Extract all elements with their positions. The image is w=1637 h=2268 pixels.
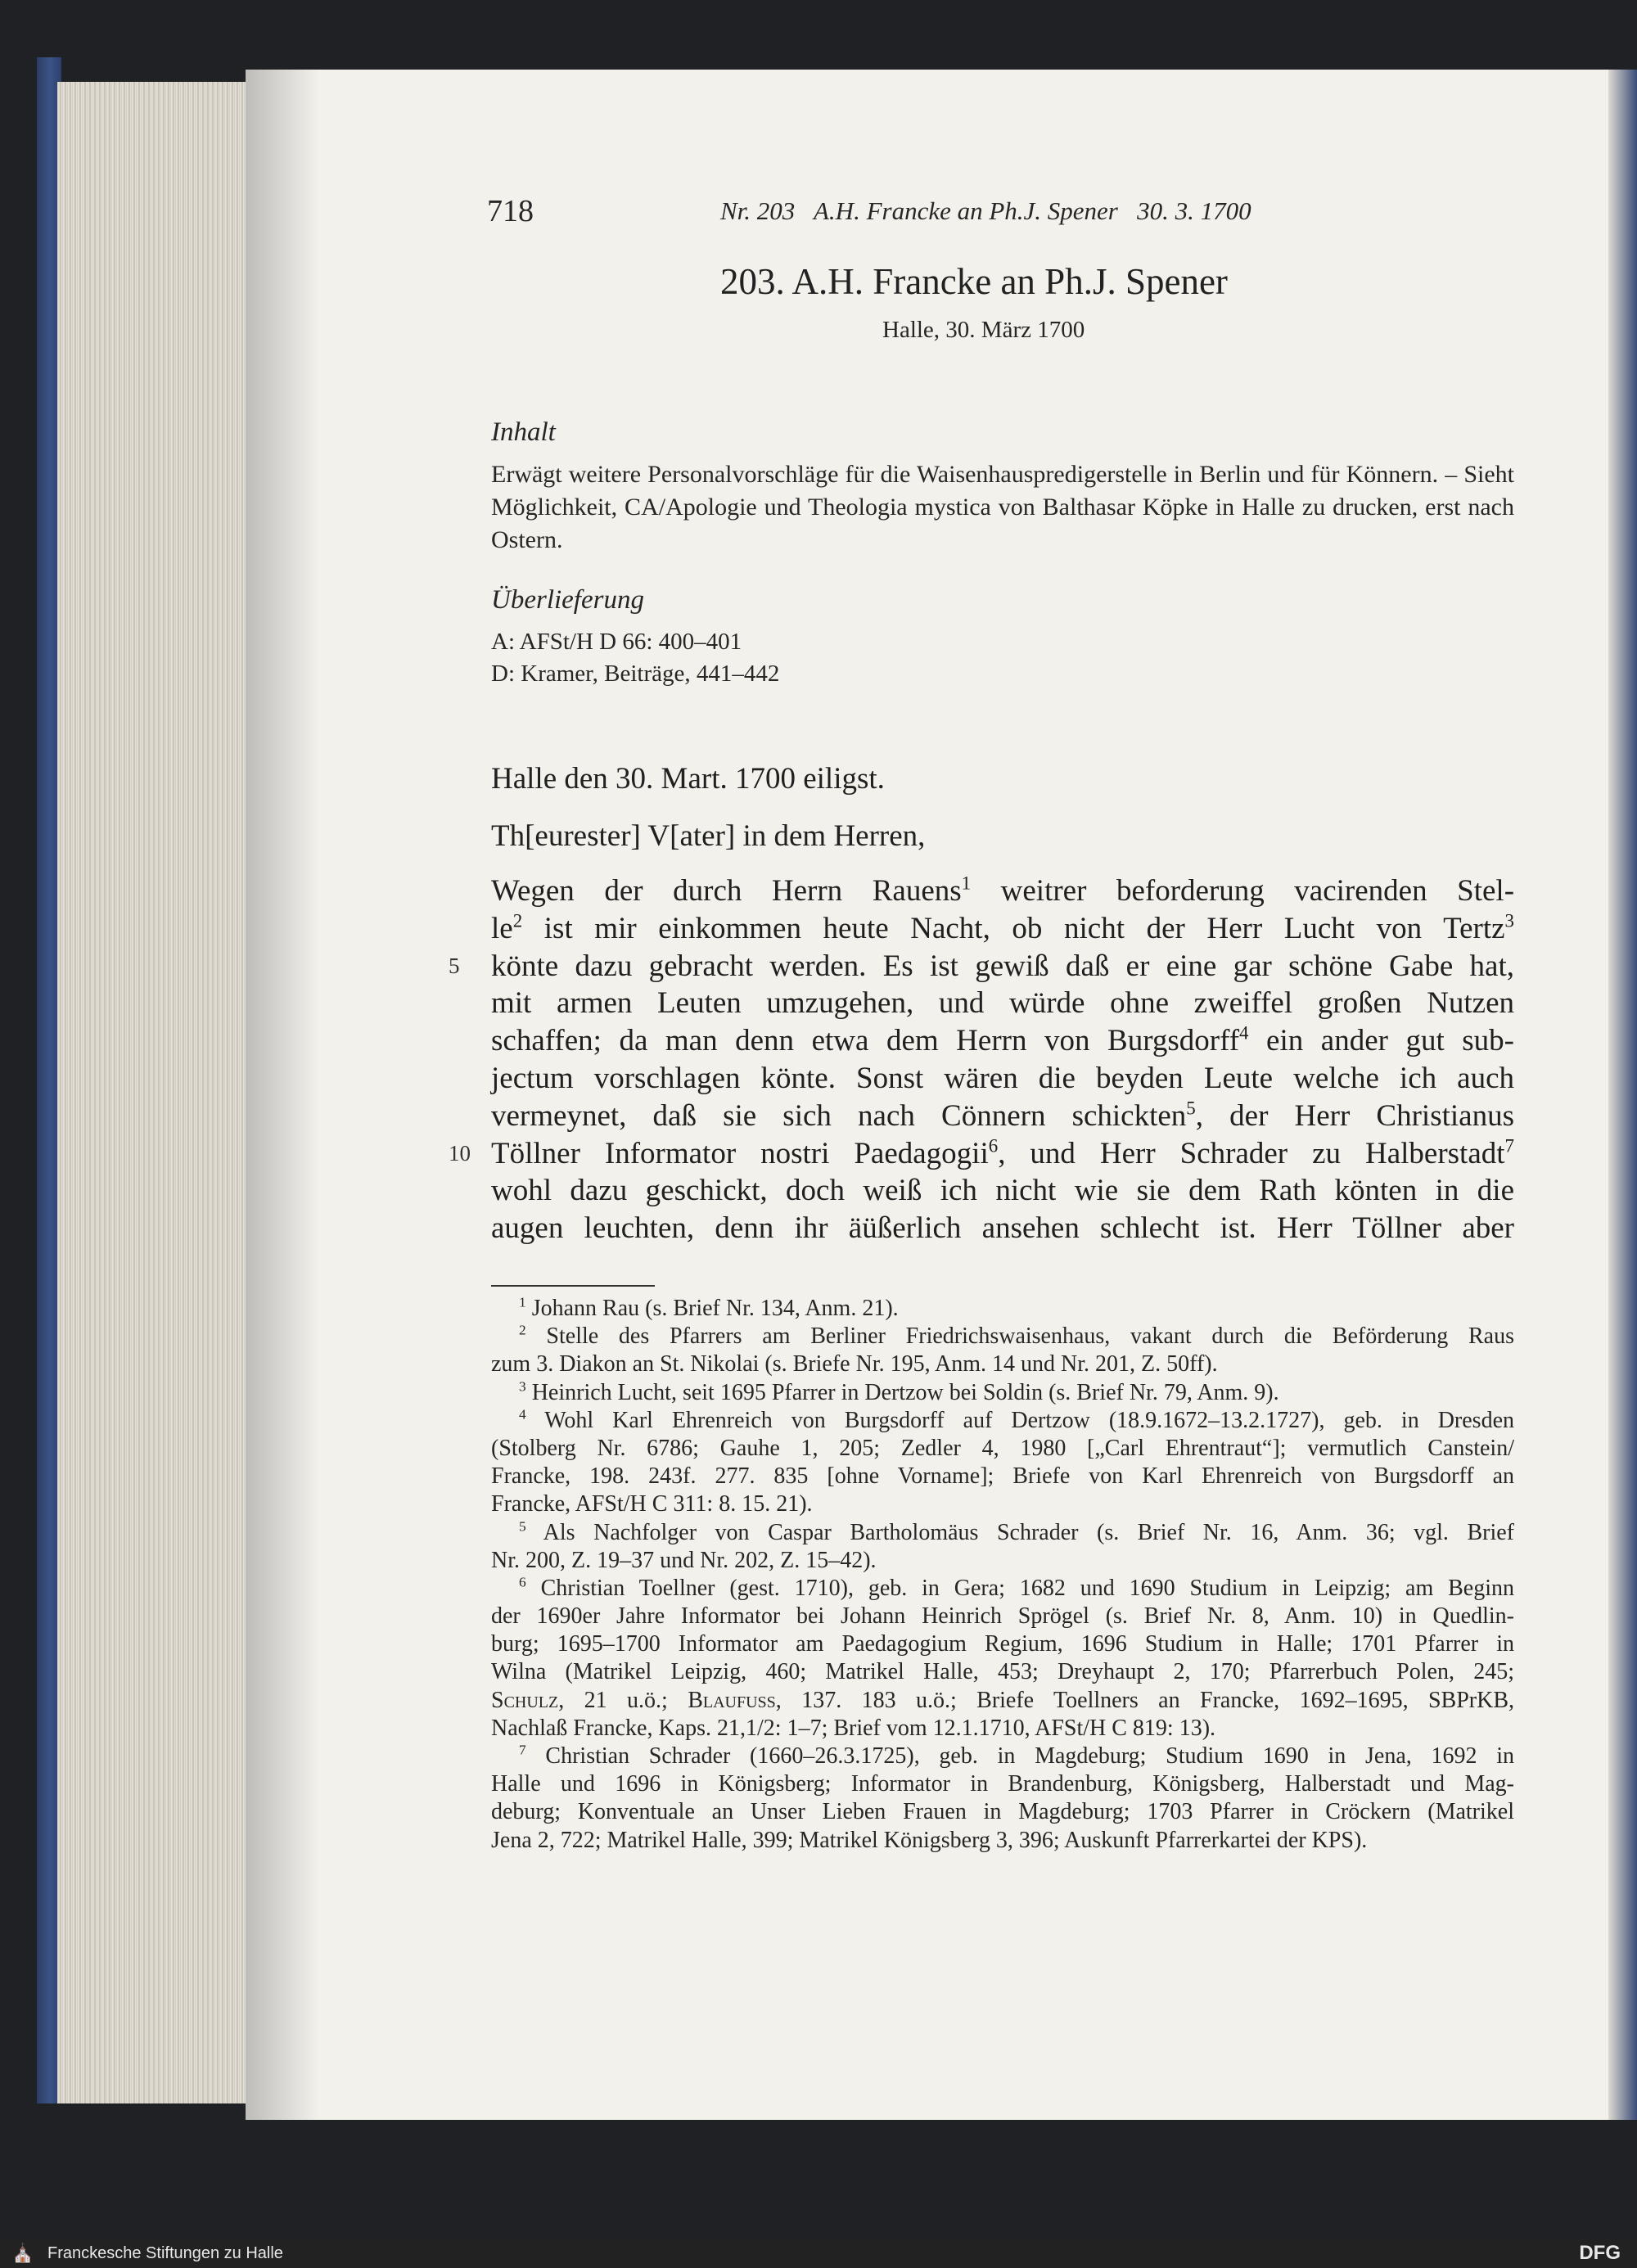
footnote-line [491,1435,1514,1463]
footnote-ref: 3 [1504,910,1515,931]
footnote-text: der 1690er Jahre Informator bei Johann Heinrich Sprögel (s. Brief Nr. 8, Anm. 10) in Quedlin- [491,1603,1514,1630]
footnote-number: 2 [519,1322,526,1338]
footnote-line [491,1323,1514,1350]
letter-place-date: Halle, 30. März 1700 [882,317,1085,343]
footnote-text: Christian Toellner (gest. 1710), geb. in Gera; 1682 und 1690 Studium in Leipzig; am Beginn [540,1575,1514,1601]
body-text-segment: ist mir einkommen heute Nacht, ob nicht der Herr Lucht von Tertz [543,911,1505,945]
footnote-line [491,1519,1514,1547]
page-edges [57,82,246,2103]
letter-title: 203. A.H. Francke an Ph.J. Spener [720,261,1228,302]
footnote-text: , 21 u.ö.; [558,1687,688,1713]
footnote-line [491,1379,1514,1407]
page-right-edge [1608,70,1637,2120]
footnote-line [491,1575,1514,1603]
body-line [491,910,1514,948]
dateline: Halle den 30. Mart. 1700 eiligst. [491,762,885,796]
footnote-text: Nachlaß Francke, Kaps. 21,1/2: 1–7; Brief vom 12.1.1710, AFSt/H C 819: 13). [491,1715,1216,1741]
footnote-line [491,1463,1514,1490]
gutter-shadow [246,70,319,2120]
footnote-text: Wilna (Matrikel Leipzig, 460; Matrikel Halle, 453; Dreyhaupt 2, 170; Pfarrerbuch Polen, 245; [491,1659,1514,1685]
footnote-ref: 5 [1186,1098,1196,1119]
body-line [491,872,1514,910]
salutation: Th[eurester] V[ater] in dem Herren, [491,819,926,853]
footnote-line [491,1827,1514,1855]
footnote-text: Jena 2, 722; Matrikel Halle, 399; Matrikel Königsberg 3, 396; Auskunft Pfarrerkartei der KPS). [491,1827,1368,1853]
body-text-segment: augen leuchten, denn ihr äüßerlich ansehen schlecht ist. Herr Töllner aber [491,1211,1514,1246]
inhalt-summary: Erwägt weitere Personalvorschläge für die Waisenhauspredigerstelle in Berlin und für Könnern. – Sieht Möglichkeit, CA/Apologie und Theologia mystica von Balthasar Köpke in Halle zu drucken, erst nach Ostern. [491,461,1514,553]
source-item: D: Kramer, Beiträge, 441–442 [491,661,780,687]
footnote-number: 3 [519,1378,526,1395]
body-text-segment: , und Herr Schrader zu Halberstadt [998,1136,1505,1170]
running-header: Nr. 203 A.H. Francke an Ph.J. Spener 30. 3. 1700 [720,196,1251,225]
footnote-line [491,1350,1514,1378]
footnote-ref: 4 [1239,1022,1249,1044]
footnote-number: 1 [519,1294,526,1310]
footnote-line [491,1547,1514,1575]
footnote-line [491,1603,1514,1630]
foundation-logo-icon: ⛪ [11,2243,34,2263]
footnote-text: burg; 1695–1700 Informator am Paedagogium Regium, 1696 Studium in Halle; 1701 Pfarrer in [491,1631,1514,1657]
body-line [491,1098,1514,1135]
body-text-segment: mit armen Leuten umzugehen, und würde ohne zweiffel großen Nutzen [491,986,1514,1021]
body-text-segment: jectum vorschlagen könte. Sonst wären die beyden Leute welche ich auch [491,1061,1514,1095]
source-item: A: AFSt/H D 66: 400–401 [491,629,742,655]
footnote-line [491,1715,1514,1743]
footnote-line [491,1407,1514,1435]
footnote-text: Halle und 1696 in Königsberg; Informator in Brandenburg, Königsberg, Halberstadt und Mag- [491,1771,1514,1797]
footnote-text: (Stolberg Nr. 6786; Gauhe 1, 205; Zedler 4, 1980 [„Carl Ehrentraut“]; vermutlich Canstein/ [491,1435,1514,1461]
footnote-number: 6 [519,1574,526,1590]
body-line [491,1210,1514,1247]
body-line [449,948,1514,985]
footnote-text: , 137. 183 u.ö.; Briefe Toellners an Francke, 1692–1695, SBPrKB, [775,1687,1514,1713]
footnote-number: 7 [519,1742,526,1758]
footnote-line [491,1295,1514,1323]
footnote-line [491,1630,1514,1658]
inhalt-heading: Inhalt [491,417,556,447]
footnote-line [491,1490,1514,1518]
footnote-text: zum 3. Diakon an St. Nikolai (s. Briefe Nr. 195, Anm. 14 und Nr. 201, Z. 50ff). [491,1351,1218,1377]
body-text-segment: schaffen; da man denn etwa dem Herrn von Burgsdorff [491,1024,1240,1058]
footnote-line [491,1743,1514,1770]
footnote-ref: 1 [961,872,972,894]
line-number: 10 [449,1140,471,1166]
body-text-segment: Töllner Informator nostri Paedagogii [491,1136,989,1170]
footnote-ref: 6 [988,1135,999,1157]
footnote-text: Als Nachfolger von Caspar Bartholomäus Schrader (s. Brief Nr. 16, Anm. 36; vgl. Brief [543,1519,1514,1545]
author-name: Schulz [491,1687,559,1713]
body-text-segment: weitrer beforderung vacirenden Stel- [1000,874,1515,908]
body-text-segment: Wegen der durch Herrn Rauens [491,874,962,908]
body-text-segment: le [491,911,513,945]
footnote-line [491,1687,1514,1715]
letter-body [449,872,1515,1247]
footnote-line [491,1770,1514,1798]
footnote-text: Johann Rau (s. Brief Nr. 134, Anm. 21). [531,1296,899,1321]
source-list [491,626,779,690]
body-line [491,985,1514,1022]
body-line [491,1172,1514,1210]
footnotes [491,1295,1514,1855]
dfg-logo: DFG [1579,2242,1621,2264]
footnote-rule [491,1285,655,1287]
author-name: Blaufuss [688,1687,776,1713]
page-number: 718 [487,194,534,228]
footnote-number: 5 [519,1518,526,1535]
body-line [491,1022,1514,1060]
footnote-number: 4 [519,1406,526,1423]
footnote-line [491,1658,1514,1686]
footnote-ref: 2 [512,910,523,931]
footnote-line [491,1798,1514,1826]
footnote-text: Francke, AFSt/H C 311: 8. 15. 21). [491,1491,813,1517]
footer-source: Franckesche Stiftungen zu Halle [47,2244,283,2262]
body-line [491,1060,1514,1098]
line-number: 5 [449,953,460,978]
body-text-segment: , der Herr Christianus [1195,1098,1514,1133]
body-text-segment: wohl dazu geschickt, doch weiß ich nicht wie sie dem Rath könten in die [491,1174,1514,1208]
body-text-segment: ein ander gut sub- [1266,1024,1514,1058]
footnote-text: Christian Schrader (1660–26.3.1725), geb. in Magdeburg; Studium 1690 in Jena, 1692 in [545,1743,1515,1769]
body-line [449,1135,1514,1173]
footnote-text: Francke, 198. 243f. 277. 835 [ohne Vorname]; Briefe von Karl Ehrenreich von Burgsdorff an [491,1463,1514,1490]
footnote-text: Nr. 200, Z. 19–37 und Nr. 202, Z. 15–42). [491,1547,877,1573]
body-text-segment: vermeynet, daß sie sich nach Cönnern schickten [491,1098,1187,1133]
body-text-segment: könte dazu gebracht werden. Es ist gewiß daß er eine gar schöne Gabe hat, [491,949,1514,983]
footnote-ref: 7 [1504,1135,1514,1157]
footnote-text: Heinrich Lucht, seit 1695 Pfarrer in Dertzow bei Soldin (s. Brief Nr. 79, Anm. 9). [531,1379,1279,1405]
footnote-text: deburg; Konventuale an Unser Lieben Frauen in Magdeburg; 1703 Pfarrer in Cröckern (Matrikel [491,1799,1514,1825]
ueberlieferung-heading: Überlieferung [491,585,644,615]
footnote-text: Stelle des Pfarrers am Berliner Friedrichswaisenhaus, vakant durch die Beförderung Raus [546,1323,1514,1350]
footnote-text: Wohl Karl Ehrenreich von Burgsdorff auf Dertzow (18.9.1672–13.2.1727), geb. in Dresden [544,1407,1514,1433]
